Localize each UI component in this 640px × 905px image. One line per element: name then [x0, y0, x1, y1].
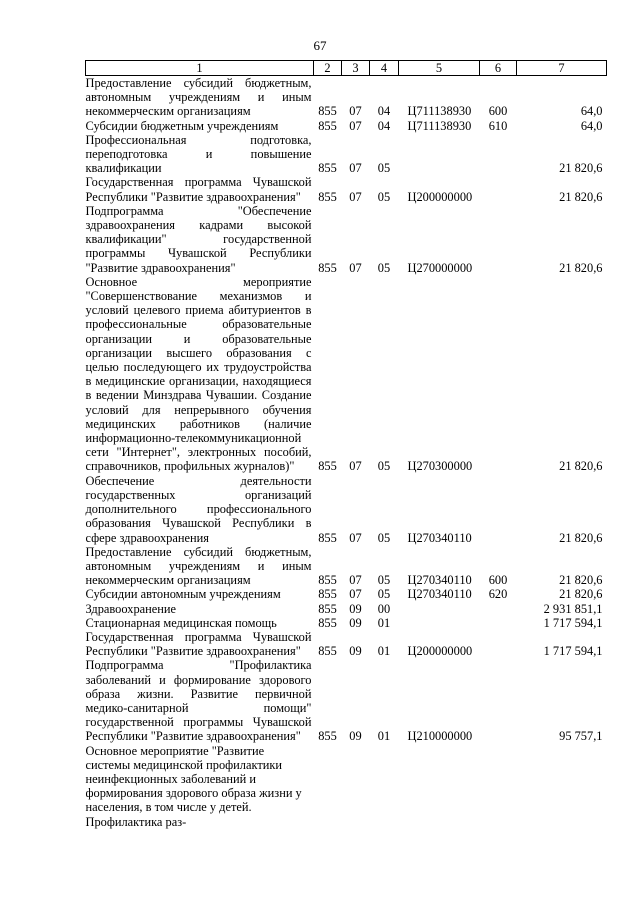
- cell-name: Государственная программа Чувашской Республики "Развитие здравоохранения": [85, 175, 312, 204]
- header-col-3: 3: [342, 61, 370, 76]
- cell-vr: [480, 602, 517, 616]
- cell-grbs: 855: [318, 601, 337, 616]
- cell-name: Основное мероприятие "Совершенствование механизмов и условий целевого приема абитуриентов в профессиональные образовательные организации и образовательные организации высшего образования с целью последующего их трудоустройства в медицинские организации, находящиеся в ведении Минздрава Чувашии. Создание условий для непрерывного обучения медицинских работников (наличие информационно-телекоммуникационной сети "Интернет", электронных пособий, справочников, профильных журналов)": [85, 274, 312, 474]
- cell-pr: 05: [377, 530, 391, 545]
- cell-csr: Ц270000000: [407, 260, 473, 275]
- cell-vr: [480, 630, 517, 658]
- cell-grbs: 855: [318, 530, 337, 545]
- cell-vr: [480, 175, 517, 203]
- cell-sum: 21 820,6: [559, 587, 603, 602]
- cell-grbs: 855: [318, 644, 337, 659]
- table-header: [86, 61, 607, 76]
- cell-vr: [480, 133, 517, 176]
- cell-name: Основное мероприятие "Развитие системы медицинской профилактики неинфекционных заболеваний и формирования здорового образа жизни у населения, в том числе у детей. Профилактика раз-: [85, 743, 302, 829]
- cell-name: Предоставление субсидий бюджетным, автономным учреждениям и иным некоммерческим организациям: [85, 76, 312, 119]
- cell-grbs: 855: [318, 189, 337, 204]
- cell-rz: 07: [349, 530, 362, 545]
- cell-pr: 05: [377, 189, 391, 204]
- cell-vr: [480, 658, 517, 743]
- cell-sum: 2 931 851,1: [543, 601, 603, 616]
- cell-csr: Ц270340110: [407, 573, 472, 588]
- cell-csr: Ц270340110: [407, 530, 472, 545]
- cell-name: Подпрограмма "Профилактика заболеваний и формирование здорового образа жизни. Развитие первичной медико-санитарной помощи" государственной программы Чувашской Республики "Развитие здравоохранения": [85, 658, 312, 744]
- cell-pr: 04: [377, 118, 391, 133]
- header-col-6: 6: [480, 61, 517, 76]
- header-col-5: 5: [399, 61, 480, 76]
- cell-rz: [342, 744, 370, 829]
- cell-pr: 05: [377, 459, 391, 474]
- cell-grbs: 855: [318, 615, 337, 630]
- cell-grbs: 855: [318, 573, 337, 588]
- cell-csr: [399, 744, 480, 829]
- header-col-2: 2: [314, 61, 342, 76]
- cell-sum: 21 820,6: [559, 161, 603, 176]
- header-row: [86, 61, 607, 76]
- table-row: [86, 630, 607, 658]
- cell-grbs: 855: [318, 587, 337, 602]
- cell-pr: [370, 744, 399, 829]
- table-row: [86, 658, 607, 743]
- cell-rz: 09: [349, 615, 362, 630]
- table-row: [86, 175, 607, 203]
- cell-pr: 00: [377, 601, 391, 616]
- table-row: [86, 545, 607, 588]
- cell-rz: 07: [349, 161, 362, 176]
- table-row: [86, 133, 607, 176]
- header-col-1: 1: [86, 61, 314, 76]
- cell-pr: 01: [377, 644, 391, 659]
- cell-rz: 09: [349, 729, 362, 744]
- cell-name: Субсидии автономным учреждениям: [85, 587, 281, 602]
- cell-grbs: 855: [318, 104, 337, 119]
- cell-pr: 05: [377, 161, 391, 176]
- cell-pr: 05: [377, 260, 391, 275]
- cell-grbs: [314, 744, 342, 829]
- cell-pr: 01: [377, 729, 391, 744]
- cell-sum: [517, 744, 607, 829]
- cell-sum: 21 820,6: [559, 260, 603, 275]
- page-number: 67: [313, 38, 327, 53]
- cell-rz: 07: [349, 260, 362, 275]
- cell-csr: Ц200000000: [407, 189, 473, 204]
- table-row: [86, 587, 607, 601]
- cell-name: Подпрограмма "Обеспечение здравоохранения кадрами высокой квалификации" государственной программы Чувашской Республики "Развитие здравоохранения": [85, 203, 312, 275]
- table-row: [86, 275, 607, 474]
- cell-rz: 07: [349, 118, 362, 133]
- cell-vr: 600: [488, 104, 508, 119]
- cell-vr: 620: [488, 587, 508, 602]
- cell-sum: 64,0: [580, 104, 603, 119]
- cell-grbs: 855: [318, 729, 337, 744]
- cell-sum: 64,0: [580, 118, 603, 133]
- cell-csr: Ц200000000: [407, 644, 473, 659]
- cell-vr: 600: [488, 573, 508, 588]
- cell-pr: 04: [377, 104, 391, 119]
- cell-csr: Ц210000000: [407, 729, 473, 744]
- cell-name: Государственная программа Чувашской Республики "Развитие здравоохранения": [85, 629, 312, 659]
- cell-vr: [480, 275, 517, 474]
- header-col-4: 4: [370, 61, 399, 76]
- cell-vr: [480, 616, 517, 630]
- cell-grbs: 855: [318, 260, 337, 275]
- cell-rz: 09: [349, 644, 362, 659]
- cell-pr: 05: [377, 587, 391, 602]
- cell-rz: 07: [349, 459, 362, 474]
- cell-csr: [399, 602, 480, 616]
- cell-sum: 21 820,6: [559, 573, 603, 588]
- cell-pr: 05: [377, 573, 391, 588]
- cell-vr: 610: [488, 118, 508, 133]
- table-row: [86, 204, 607, 275]
- cell-name: Стационарная медицинская помощь: [85, 615, 277, 630]
- cell-rz: 07: [349, 189, 362, 204]
- cell-vr: [480, 204, 517, 275]
- cell-name: Профессиональная подготовка, переподготовка и повышение квалификации: [85, 132, 312, 176]
- cell-sum: 21 820,6: [559, 189, 603, 204]
- table-row: [86, 119, 607, 133]
- header-col-7: 7: [517, 61, 607, 76]
- cell-sum: 1 717 594,1: [543, 644, 603, 659]
- cell-name: Обеспечение деятельности государственных организаций дополнительного профессионального образования Чувашской Республики в сфере здравоохранения: [85, 473, 312, 545]
- cell-csr: Ц711138930: [407, 104, 472, 119]
- table-body: [86, 76, 607, 829]
- cell-csr: Ц270300000: [407, 459, 473, 474]
- cell-csr: Ц711138930: [407, 118, 472, 133]
- cell-sum: 95 757,1: [559, 729, 603, 744]
- table-row: [86, 76, 607, 119]
- cell-vr: [480, 474, 517, 545]
- cell-rz: 07: [349, 104, 362, 119]
- cell-name: Субсидии бюджетным учреждениям: [85, 118, 279, 133]
- table-row: [86, 616, 607, 630]
- cell-grbs: 855: [318, 161, 337, 176]
- table-row: [86, 474, 607, 545]
- cell-sum: 21 820,6: [559, 530, 603, 545]
- cell-csr: Ц270340110: [407, 587, 472, 602]
- cell-sum: 21 820,6: [559, 459, 603, 474]
- table-row: [86, 602, 607, 616]
- cell-vr: [480, 744, 517, 829]
- cell-grbs: 855: [318, 118, 337, 133]
- cell-csr: [399, 616, 480, 630]
- table-row: [86, 744, 607, 829]
- cell-name: Здравоохранение: [85, 601, 177, 616]
- cell-rz: 07: [349, 573, 362, 588]
- cell-rz: 09: [349, 601, 362, 616]
- cell-pr: 01: [377, 615, 391, 630]
- cell-name: Предоставление субсидий бюджетным, автономным учреждениям и иным некоммерческим организациям: [85, 544, 312, 588]
- cell-csr: [399, 133, 480, 176]
- cell-grbs: 855: [318, 459, 337, 474]
- cell-rz: 07: [349, 587, 362, 602]
- cell-sum: 1 717 594,1: [543, 615, 603, 630]
- budget-table: [85, 60, 607, 829]
